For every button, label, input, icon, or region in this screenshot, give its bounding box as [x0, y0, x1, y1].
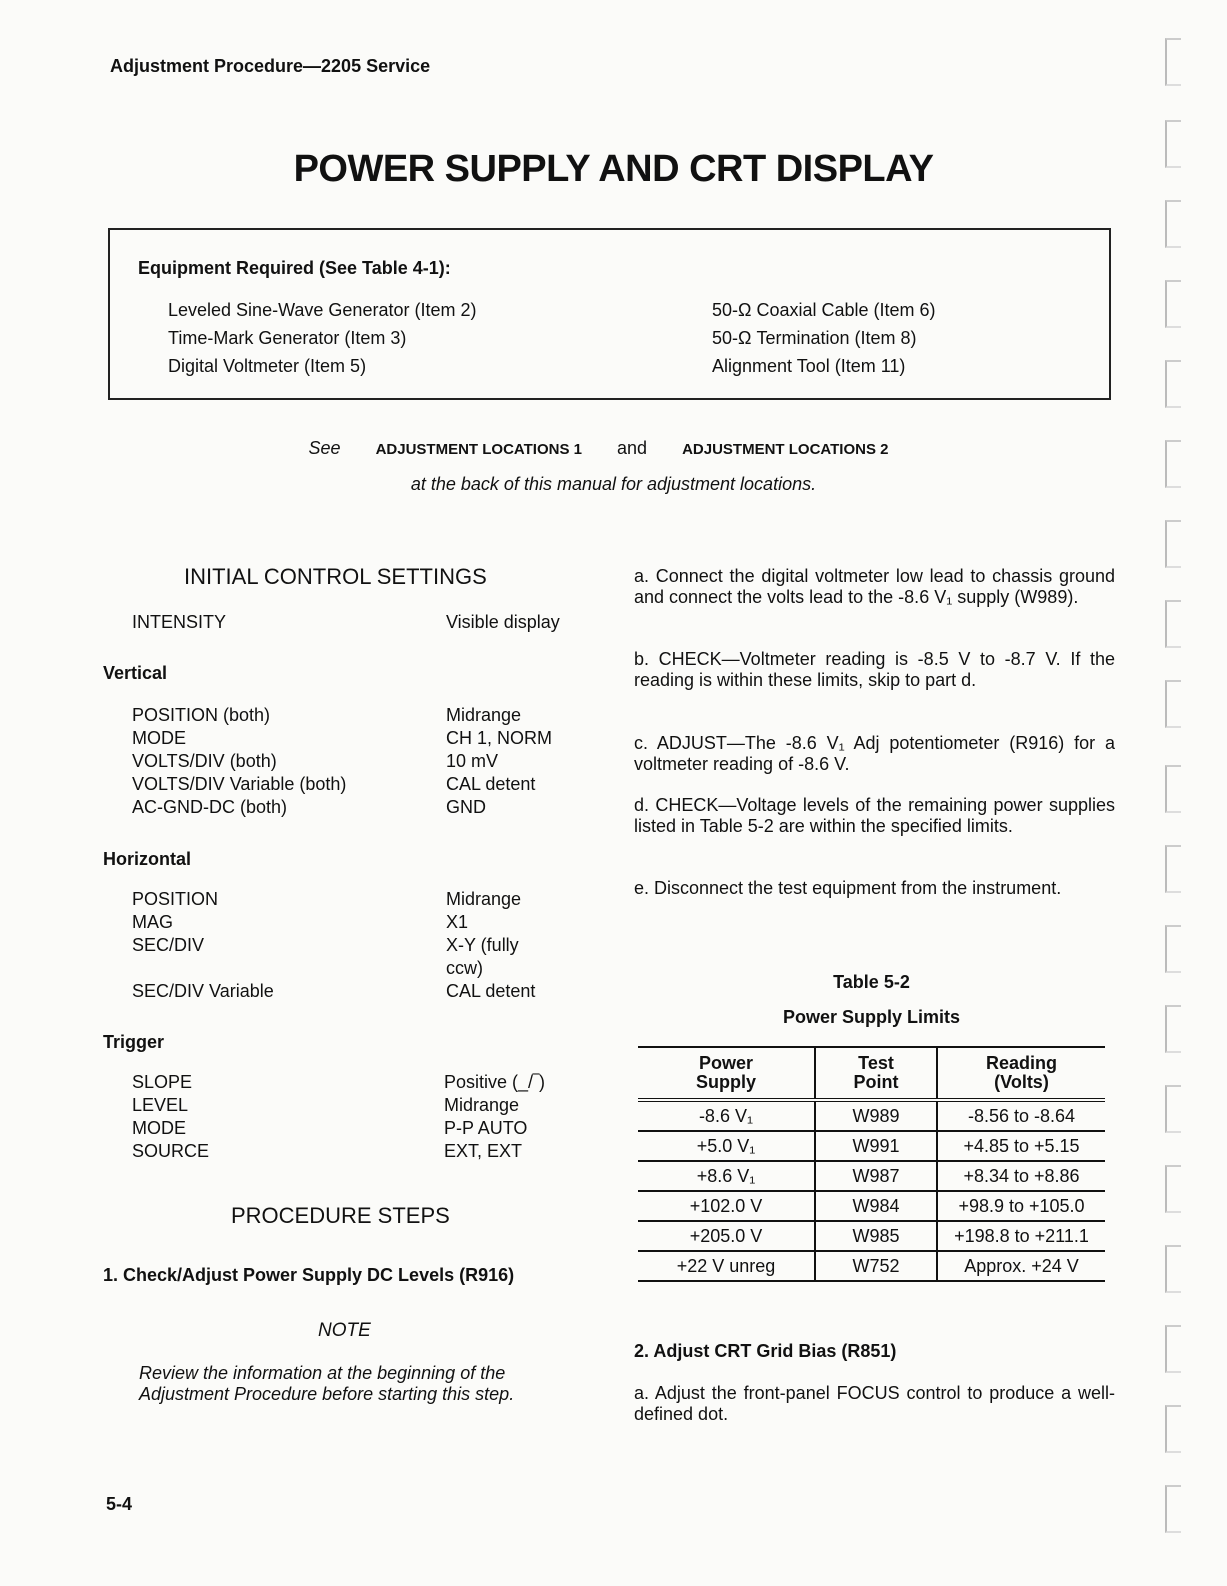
binder-tab-mark	[1165, 520, 1181, 568]
setting-label: SEC/DIV Variable	[132, 981, 274, 1001]
binder-tab-mark	[1165, 680, 1181, 728]
setting-value: X-Y (fully	[446, 935, 519, 955]
setting-label: LEVEL	[132, 1095, 189, 1115]
setting-value: Midrange	[444, 1095, 520, 1115]
adjustment-locations-2-link[interactable]: ADJUSTMENT LOCATIONS 2	[682, 441, 889, 458]
vertical-heading: Vertical	[103, 663, 168, 683]
equipment-item: Digital Voltmeter (Item 5)	[168, 356, 367, 376]
step1-para-e: e. Disconnect the test equipment from the instrument.	[634, 878, 1062, 898]
table-row	[638, 1100, 1105, 1131]
table-row	[638, 1161, 1105, 1191]
reading-cell: +4.85 to +5.15	[937, 1131, 1105, 1161]
table-row	[638, 1221, 1105, 1251]
setting-label: SOURCE	[132, 1141, 210, 1161]
setting-value: GND	[446, 797, 486, 817]
binder-tab-mark	[1165, 1405, 1181, 1453]
adjustment-locations-1-link[interactable]: ADJUSTMENT LOCATIONS 1	[375, 441, 582, 458]
test-point-cell: W989	[815, 1100, 937, 1131]
table-caption: Power Supply Limits	[782, 1007, 961, 1027]
test-point-cell: W752	[815, 1251, 937, 1281]
supply-cell: +205.0 V	[638, 1221, 815, 1251]
reading-cell: +198.8 to +211.1	[937, 1221, 1105, 1251]
setting-label: MODE	[132, 1118, 186, 1138]
setting-value: EXT, EXT	[444, 1141, 523, 1161]
test-point-cell: W984	[815, 1191, 937, 1221]
see-adjustment-locations	[0, 438, 1227, 459]
power-supply-table	[638, 1046, 1105, 1282]
setting-label: SLOPE	[132, 1072, 193, 1092]
test-point-cell: W987	[815, 1161, 937, 1191]
binder-tab-mark	[1165, 1325, 1181, 1373]
binder-tab-mark	[1165, 38, 1181, 86]
procedure-heading: PROCEDURE STEPS	[231, 1203, 450, 1228]
equipment-item: Time-Mark Generator (Item 3)	[168, 328, 407, 348]
supply-cell: +5.0 V₁	[638, 1131, 815, 1161]
setting-value: Midrange	[446, 705, 522, 725]
binder-tab-mark	[1165, 765, 1181, 813]
test-point-cell: W985	[815, 1221, 937, 1251]
binder-tab-mark	[1165, 200, 1181, 248]
horizontal-heading: Horizontal	[103, 849, 191, 869]
step1-para-d: d. CHECK—Voltage levels of the remaining power supplies listed in Table 5-2 are within the specified limits.	[634, 795, 1115, 836]
binder-tab-mark	[1165, 845, 1181, 893]
see-subline: at the back of this manual for adjustment locations.	[410, 474, 817, 494]
page-title: POWER SUPPLY AND CRT DISPLAY	[293, 148, 934, 190]
binder-tab-mark	[1165, 1085, 1181, 1133]
setting-value: CH 1, NORM	[446, 728, 553, 748]
binder-tab-mark	[1165, 120, 1181, 168]
supply-cell: +102.0 V	[638, 1191, 815, 1221]
test-point-cell: W991	[815, 1131, 937, 1161]
running-head: Adjustment Procedure—2205 Service	[110, 56, 431, 76]
setting-value: Midrange	[446, 889, 522, 909]
setting-value: Visible display	[446, 612, 560, 632]
setting-label: MODE	[132, 728, 186, 748]
and-word: and	[617, 438, 648, 458]
step1-para-b: b. CHECK—Voltmeter reading is -8.5 V to -8.7 V. If the reading is within these limits, skip to part d.	[634, 649, 1115, 690]
binder-tab-mark	[1165, 1245, 1181, 1293]
setting-value: X1	[446, 912, 469, 932]
equipment-box	[108, 228, 1111, 400]
reading-cell: Approx. +24 V	[937, 1251, 1105, 1281]
equipment-item: 50-Ω Termination (Item 8)	[712, 328, 917, 348]
binder-tab-mark	[1165, 440, 1181, 488]
setting-value: CAL detent	[446, 774, 536, 794]
reading-cell: +8.34 to +8.86	[937, 1161, 1105, 1191]
trigger-heading: Trigger	[103, 1032, 165, 1052]
table-header-row	[638, 1047, 1105, 1100]
setting-label: VOLTS/DIV Variable (both)	[132, 774, 347, 794]
setting-value: Positive (_/‾)	[444, 1072, 546, 1092]
initial-settings-heading: INITIAL CONTROL SETTINGS	[184, 564, 487, 589]
see-word: See	[308, 438, 341, 458]
binder-tab-mark	[1165, 925, 1181, 973]
setting-value-continued: ccw)	[446, 958, 483, 978]
setting-label: AC-GND-DC (both)	[132, 797, 288, 817]
setting-label: INTENSITY	[132, 612, 227, 632]
step1-para-a: a. Connect the digital voltmeter low lead to chassis ground and connect the volts lead to the -8.6 V₁ supply (W989).	[634, 566, 1115, 607]
table-row	[638, 1131, 1105, 1161]
binder-tab-mark	[1165, 600, 1181, 648]
equipment-item: Alignment Tool (Item 11)	[712, 356, 906, 376]
column-header: Test Point	[815, 1047, 937, 1100]
page-number: 5-4	[106, 1494, 133, 1514]
supply-cell: +8.6 V₁	[638, 1161, 815, 1191]
setting-value: P-P AUTO	[444, 1118, 528, 1138]
equipment-item: 50-Ω Coaxial Cable (Item 6)	[712, 300, 936, 320]
column-header: Reading (Volts)	[937, 1047, 1105, 1100]
binder-tab-mark	[1165, 1165, 1181, 1213]
setting-label: SEC/DIV	[132, 935, 205, 955]
binder-tab-mark	[1165, 1005, 1181, 1053]
step1-para-c: c. ADJUST—The -8.6 V₁ Adj potentiometer (R916) for a voltmeter reading of -8.6 V.	[634, 733, 1115, 774]
setting-label: MAG	[132, 912, 174, 932]
supply-cell: -8.6 V₁	[638, 1100, 815, 1131]
binder-tab-mark	[1165, 1485, 1181, 1533]
binder-tab-mark	[1165, 360, 1181, 408]
setting-label: POSITION	[132, 889, 219, 909]
step1-title: 1. Check/Adjust Power Supply DC Levels (R916)	[103, 1265, 515, 1285]
step2-para-a: a. Adjust the front-panel FOCUS control to produce a well-defined dot.	[634, 1383, 1115, 1424]
note-heading: NOTE	[318, 1320, 371, 1341]
equipment-left-list	[168, 296, 476, 380]
table-number: Table 5-2	[833, 972, 910, 992]
table-row	[638, 1251, 1105, 1281]
equipment-heading: Equipment Required (See Table 4-1):	[138, 258, 451, 278]
equipment-right-list	[712, 296, 936, 380]
note-text: Review the information at the beginning of the Adjustment Procedure before starting this step.	[139, 1363, 515, 1404]
setting-label: POSITION (both)	[132, 705, 271, 725]
setting-value: 10 mV	[446, 751, 499, 771]
binder-tab-mark	[1165, 280, 1181, 328]
supply-cell: +22 V unreg	[638, 1251, 815, 1281]
setting-label: VOLTS/DIV (both)	[132, 751, 277, 771]
setting-value: CAL detent	[446, 981, 536, 1001]
reading-cell: +98.9 to +105.0	[937, 1191, 1105, 1221]
column-header: Power Supply	[638, 1047, 815, 1100]
equipment-item: Leveled Sine-Wave Generator (Item 2)	[168, 300, 477, 320]
step2-title: 2. Adjust CRT Grid Bias (R851)	[634, 1341, 897, 1361]
reading-cell: -8.56 to -8.64	[937, 1100, 1105, 1131]
table-row	[638, 1191, 1105, 1221]
